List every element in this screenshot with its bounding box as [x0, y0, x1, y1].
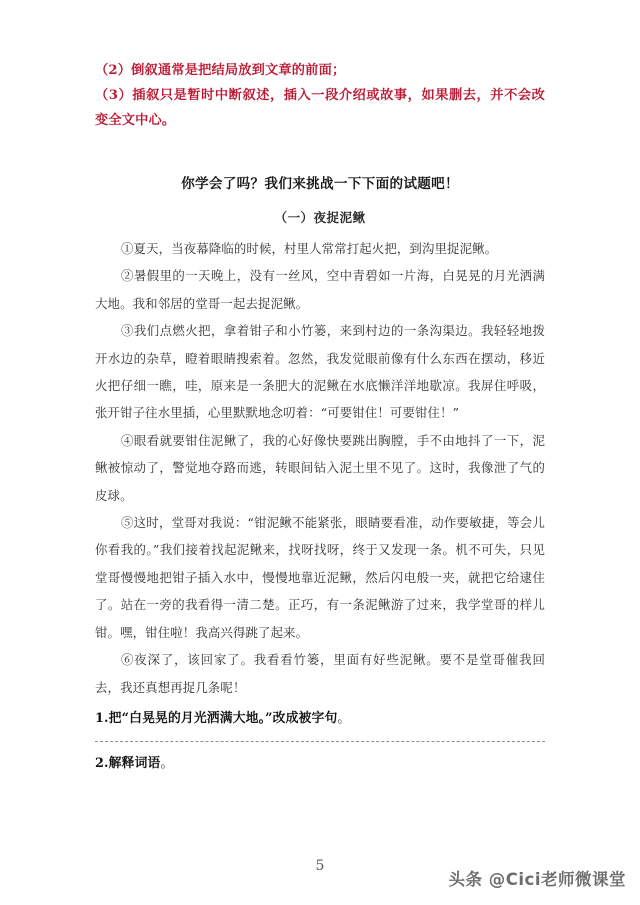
answer-line: [95, 741, 545, 742]
question-number: 1.: [95, 710, 109, 726]
challenge-heading: 你学会了吗？我们来挑战一下下面的试题吧！: [181, 176, 459, 192]
page-content: [95, 56, 545, 777]
question-punctuation: 。: [337, 710, 351, 726]
intro-note-line-3: （3）插叙只是暂时中断叙述，插入一段介绍或故事，如果删去，并不会改变全文中心。: [95, 88, 545, 128]
reading-passage: [95, 226, 545, 701]
passage-paragraph: ②暑假里的一天晚上，没有一丝风，空中青碧如一片海，白晃晃的月光洒满大地。我和邻居的堂哥一起去捉泥鳅。: [95, 268, 545, 311]
passage-paragraph: ⑤这时，堂哥对我说：“钳泥鳅不能紧张，眼睛要看准，动作要敏捷，等会儿你看我的。”我们接着找起泥鳅来，找呀找呀，终于又发现一条。机不可失，只见堂哥慢慢地把钳子插入水中，慢慢地靠近泥鳅，然后闪电般一夹，就把它给逮住了。站在一旁的我看得一清二楚。正巧，有一条泥鳅游了过来，我学堂哥的样儿钳。嘿，钳住啦！我高兴得跳了起来。: [95, 515, 545, 640]
watermark-credit: 头条 @Cici老师微课堂: [448, 870, 626, 889]
passage-title: （一）夜捉泥鳅: [274, 210, 366, 225]
passage-paragraph: ⑥夜深了，该回家了。我看看竹篓，里面有好些泥鳅。要不是堂哥催我回去，我还真想再捉几条呢！: [95, 652, 545, 695]
intro-notes-block: [95, 56, 545, 133]
question-number: 2.: [95, 755, 109, 771]
passage-paragraph: ③我们点燃火把，拿着钳子和小竹篓，来到村边的一条沟渠边。我轻轻地拨开水边的杂草，瞪着眼睛搜索着。忽然，我发觉眼前像有什么东西在摆动，移近火把仔细一瞧，哇，原来是一条肥大的泥鳅在水底懒洋洋地歇凉。我屏住呼吸，张开钳子往水里插，心里默默地念叨着：“可要钳住！可要钳住！”: [95, 323, 545, 421]
question-text: 把“白晃晃的月光洒满大地。”改成被字句: [108, 710, 338, 726]
page-number: 5: [315, 858, 325, 874]
question-punctuation: 。: [160, 755, 174, 771]
passage-paragraph: ④眼看就要钳住泥鳅了，我的心好像快要跳出胸膛，手不由地抖了一下，泥鳅被惊动了，警觉地夺路而逃，转眼间钻入泥土里不见了。这时，我像泄了气的皮球。: [95, 432, 545, 503]
question-item: [95, 701, 545, 732]
question-item: [95, 746, 545, 777]
intro-note-line-2: （2）倒叙通常是把结局放到文章的前面；: [95, 63, 346, 78]
question-text: 解释词语: [108, 755, 161, 771]
passage-paragraph: ①夏天，当夜幕降临的时候，村里人常常打起火把，到沟里捉泥鳅。: [121, 241, 498, 256]
